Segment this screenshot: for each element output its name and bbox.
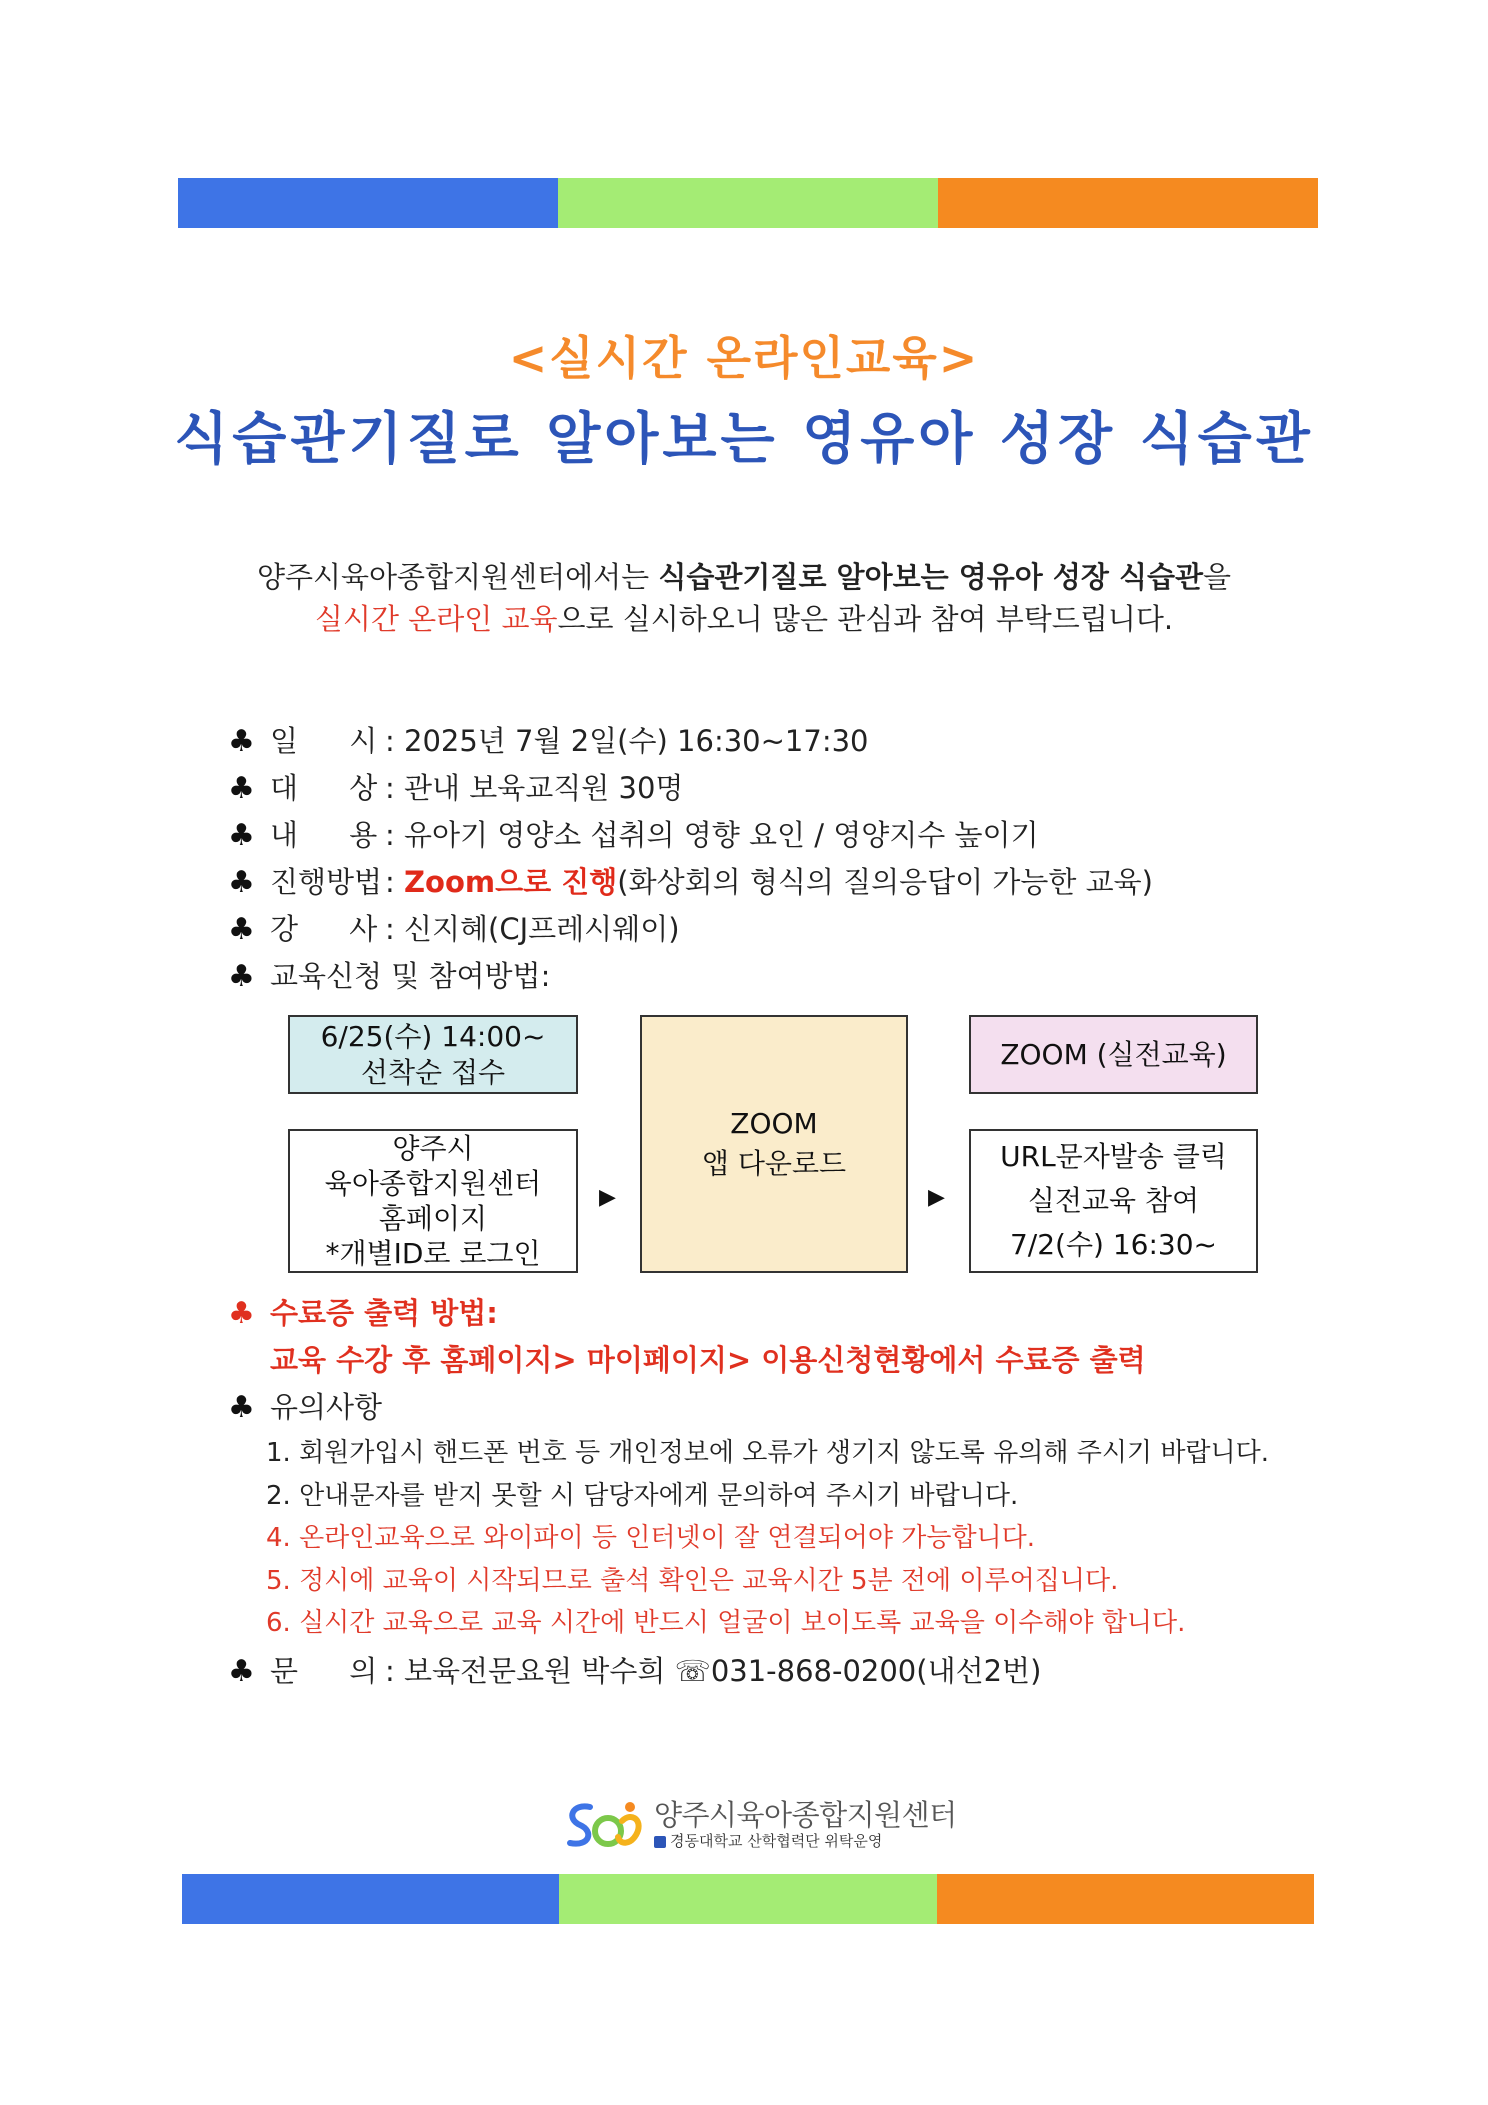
info-target xyxy=(228,765,1378,812)
color-bar-orange xyxy=(938,178,1318,228)
club-icon: ♣ xyxy=(228,865,255,900)
contact-value: 보육전문요원 박수희 ☏031-868-0200(내선2번) xyxy=(404,1654,1042,1688)
intro-line2-suffix: 으로 실시하오니 많은 관심과 참여 부탁드립니다. xyxy=(557,602,1174,636)
flow-homepage-line: 양주시 xyxy=(392,1132,474,1165)
info-lecturer-label: 강 사 xyxy=(270,912,378,946)
flow-participate-line: 실전교육 참여 xyxy=(1027,1184,1200,1217)
info-content-label: 내 용 xyxy=(270,818,378,852)
color-bar-blue xyxy=(182,1874,559,1924)
flow-arrow-icon: ▶ xyxy=(928,1185,945,1210)
bottom-color-bar xyxy=(182,1874,1314,1924)
info-method-label: 진행방법 xyxy=(270,865,383,899)
info-target-value: 관내 보육교직원 30명 xyxy=(404,771,684,805)
club-icon: ♣ xyxy=(228,818,255,853)
contact-label: 문 의 xyxy=(270,1654,378,1688)
club-icon: ♣ xyxy=(228,1296,255,1331)
certificate-heading-text: 수료증 출력 방법: xyxy=(270,1296,498,1330)
color-bar-green xyxy=(558,178,938,228)
note-item: 1. 회원가입시 핸드폰 번호 등 개인정보에 오류가 생기지 않도록 유의해 주시기 바랍니다. xyxy=(266,1438,1270,1468)
colon: : xyxy=(385,818,395,852)
colon: : xyxy=(385,865,395,899)
notes-heading-text: 유의사항 xyxy=(270,1390,383,1424)
info-method-value-red: Zoom으로 진행 xyxy=(404,865,618,899)
note-item: 4. 온라인교육으로 와이파이 등 인터넷이 잘 연결되어야 가능합니다. xyxy=(266,1523,1036,1553)
intro-line-2 xyxy=(0,598,1488,640)
info-apply xyxy=(228,953,1378,1000)
application-flow xyxy=(288,1015,1258,1273)
certificate-detail: 교육 수강 후 홈페이지> 마이페이지> 이용신청현황에서 수료증 출력 xyxy=(270,1343,1146,1377)
top-color-bar xyxy=(178,178,1318,228)
flow-zoom-live-label: ZOOM (실전교육) xyxy=(1000,1037,1227,1071)
notes-heading xyxy=(228,1384,382,1431)
color-bar-orange xyxy=(937,1874,1314,1924)
color-bar-green xyxy=(559,1874,936,1924)
contact-info xyxy=(228,1648,1041,1695)
info-lecturer-value: 신지혜(CJ프레시웨이) xyxy=(404,912,680,946)
info-content xyxy=(228,812,1378,859)
university-seal-icon xyxy=(654,1836,666,1848)
info-method-value: (화상회의 형식의 질의응답이 가능한 교육) xyxy=(617,865,1153,899)
info-list xyxy=(228,718,1378,1000)
flow-participate-line: 7/2(수) 16:30~ xyxy=(1009,1228,1217,1261)
info-date-label: 일 시 xyxy=(270,724,378,758)
flow-participate-box xyxy=(969,1129,1258,1273)
info-lecturer xyxy=(228,906,1378,953)
page-title: 식습관기질로 알아보는 영유아 성장 식습관 xyxy=(174,407,1314,472)
intro-prefix: 양주시육아종합지원센터에서는 xyxy=(256,560,659,594)
subtitle: <실시간 온라인교육> xyxy=(508,331,980,385)
notes-list xyxy=(266,1432,1269,1645)
org-name: 양주시육아종합지원센터 xyxy=(654,1798,957,1832)
intro-red: 실시간 온라인 교육 xyxy=(314,602,558,636)
colon: : xyxy=(385,771,395,805)
colon: : xyxy=(385,912,395,946)
intro-suffix: 을 xyxy=(1203,560,1232,594)
certificate-section xyxy=(228,1290,1146,1383)
flow-zoom-download: 앱 다운로드 xyxy=(701,1147,847,1180)
info-method xyxy=(228,859,1378,906)
club-icon: ♣ xyxy=(228,771,255,806)
club-icon: ♣ xyxy=(228,724,255,759)
flow-homepage-line: 육아종합지원센터 xyxy=(324,1167,542,1200)
info-date-value: 2025년 7월 2일(수) 16:30~17:30 xyxy=(404,724,869,758)
flow-zoom-download-box xyxy=(640,1015,908,1273)
info-apply-label: 교육신청 및 참여방법: xyxy=(270,959,551,993)
center-logo-icon xyxy=(560,1797,648,1853)
info-target-label: 대 상 xyxy=(270,771,378,805)
flow-registration-date: 6/25(수) 14:00~ xyxy=(320,1019,546,1053)
club-icon: ♣ xyxy=(228,912,255,947)
flow-arrow-icon: ▶ xyxy=(599,1185,616,1210)
flow-zoom-live-box xyxy=(969,1015,1258,1094)
flow-registration-box xyxy=(288,1015,578,1094)
color-bar-blue xyxy=(178,178,558,228)
certificate-heading xyxy=(228,1290,1146,1337)
flow-zoom-label: ZOOM xyxy=(730,1107,818,1140)
colon: : xyxy=(385,724,395,758)
club-icon: ♣ xyxy=(228,1654,255,1689)
note-item: 2. 안내문자를 받지 못할 시 담당자에게 문의하여 주시기 바랍니다. xyxy=(266,1480,1019,1511)
org-sub-text: 경동대학교 산학협력단 위탁운영 xyxy=(670,1832,883,1850)
org-sub xyxy=(654,1831,957,1851)
club-icon: ♣ xyxy=(228,959,255,994)
flow-participate-line: URL문자발송 클릭 xyxy=(1000,1140,1227,1173)
footer-logo xyxy=(560,1795,957,1855)
intro-line-1 xyxy=(0,556,1488,598)
intro-bold: 식습관기질로 알아보는 영유아 성장 식습관 xyxy=(658,560,1204,594)
note-item: 5. 정시에 교육이 시작되므로 출석 확인은 교육시간 5분 전에 이루어집니다. xyxy=(266,1565,1119,1596)
info-date xyxy=(228,718,1378,765)
intro-text xyxy=(0,556,1488,640)
flow-homepage-line: *개별ID로 로그인 xyxy=(325,1237,541,1270)
colon: : xyxy=(385,1654,395,1688)
info-content-value: 유아기 영양소 섭취의 영향 요인 / 영양지수 높이기 xyxy=(404,818,1039,852)
flow-registration-note: 선착순 접수 xyxy=(360,1055,506,1089)
club-icon: ♣ xyxy=(228,1390,255,1425)
note-item: 6. 실시간 교육으로 교육 시간에 반드시 얼굴이 보이도록 교육을 이수해야 합니다. xyxy=(266,1608,1186,1638)
flow-homepage-box xyxy=(288,1129,578,1273)
flow-homepage-line: 홈페이지 xyxy=(378,1202,488,1235)
